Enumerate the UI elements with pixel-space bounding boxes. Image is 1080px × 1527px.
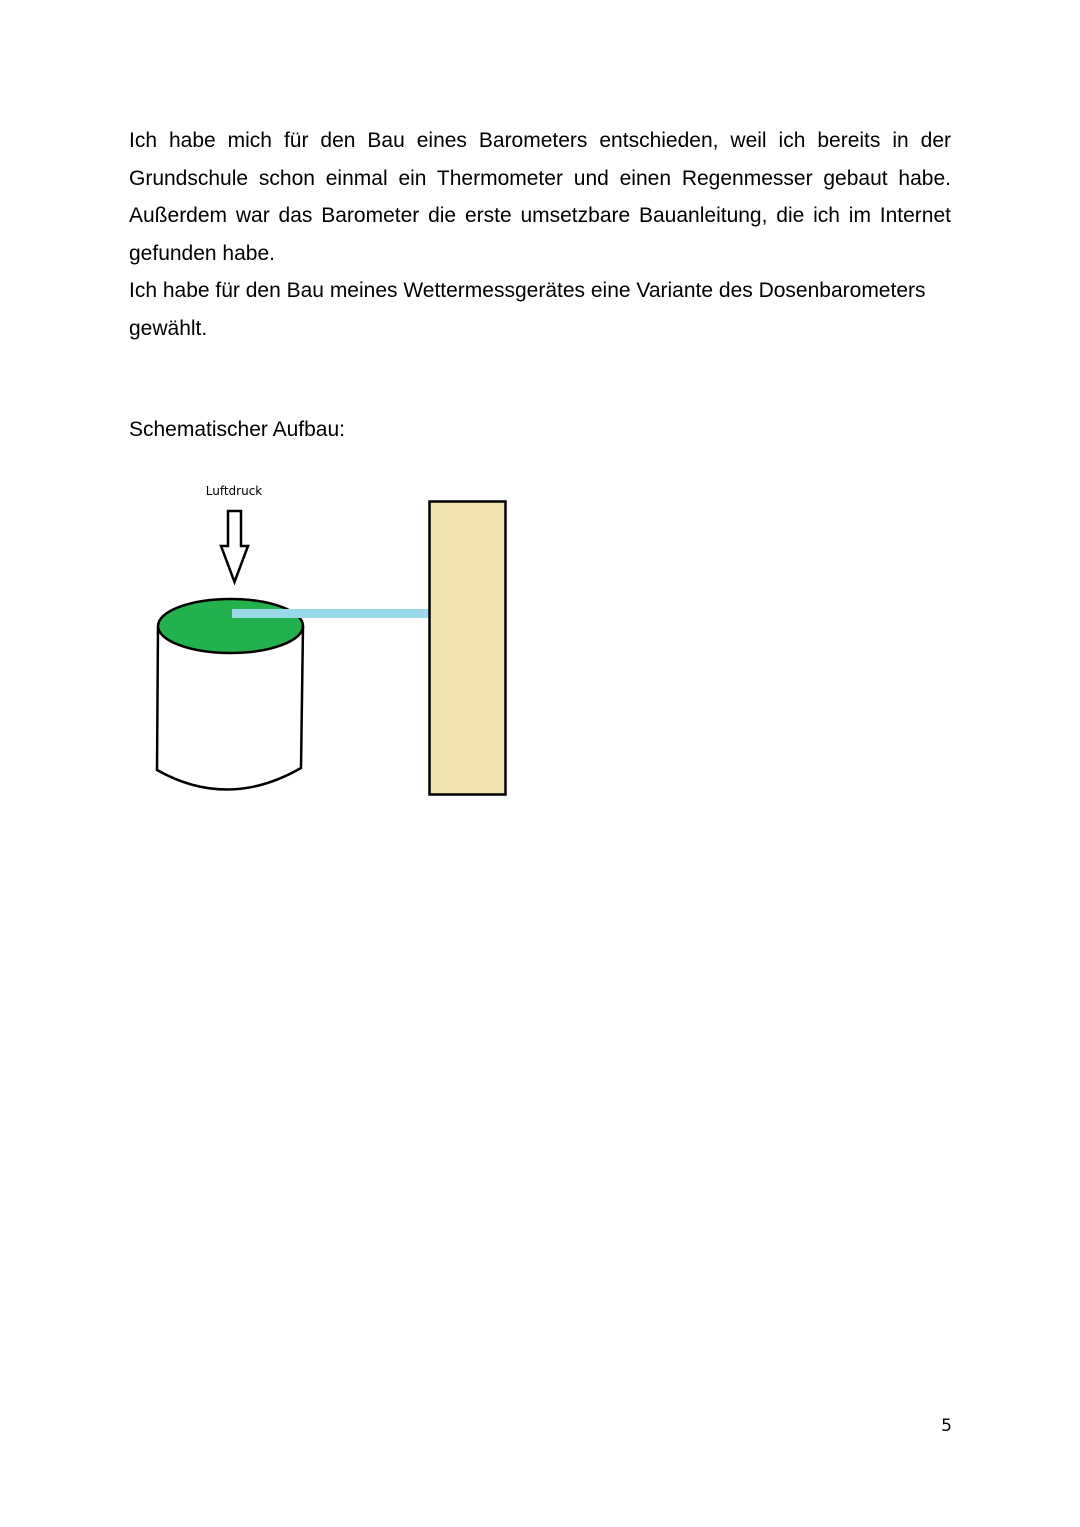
can-membrane [158,599,303,653]
page-number: 5 [941,1416,952,1436]
air-pressure-label: Luftdruck [205,484,263,498]
down-arrow-icon [221,511,248,582]
section-heading: Schematischer Aufbau: [129,418,345,441]
barometer-diagram [140,476,520,811]
pointer-bar [232,609,448,618]
barometer-diagram-svg [140,476,520,806]
scale-board [430,502,506,795]
paragraph-variant: Ich habe für den Bau meines Wettermessgerätes eine Variante des Dosenbarometers gewählt. [129,279,926,340]
paragraph-intro: Ich habe mich für den Bau eines Barometers entschieden, weil ich bereits in der Grundschule schon einmal ein Thermometer und einen Regenmesser gebaut habe. Außerdem war das Barometer die erste umsetzbare Bauanleitung, die ich im Internet gefunden habe. [129,129,951,265]
